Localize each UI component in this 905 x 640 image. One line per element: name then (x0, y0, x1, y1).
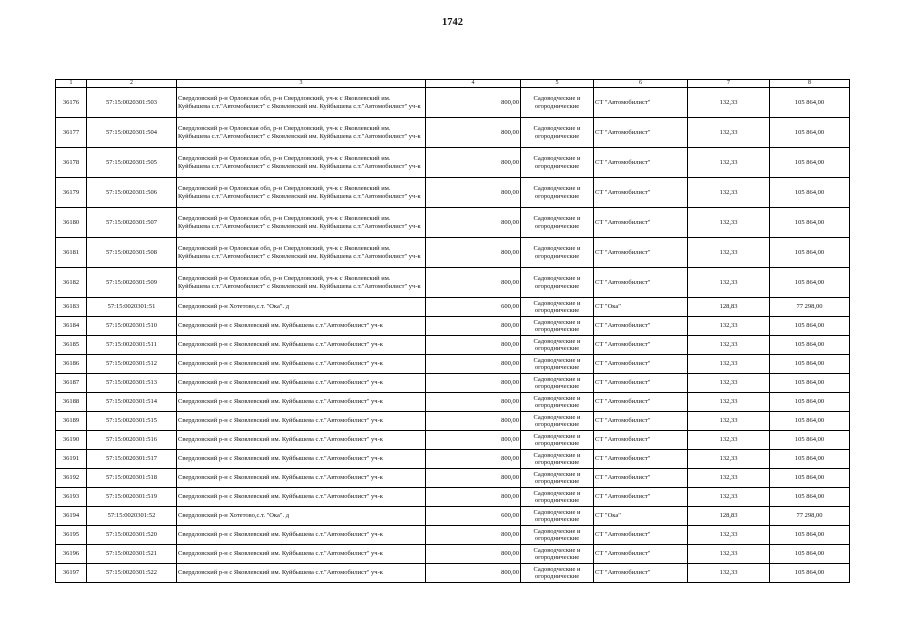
cadastral-value-cell: 105 864,00 (770, 450, 850, 469)
address-cell: Свердловский р-н Хотетово,с.т. "Ока". д (177, 298, 426, 317)
address-cell: Свердловский р-н с Яковлевский им. Куйбышева с.т."Автомобилист" уч-к (177, 431, 426, 450)
owner-name-cell: СТ "Автомобилист" (594, 488, 688, 507)
owner-name-cell: СТ "Автомобилист" (594, 148, 688, 178)
cadastral-number-cell: 57:15:0020301:505 (87, 148, 177, 178)
address-cell: Свердловский р-н с Яковлевский им. Куйбышева с.т."Автомобилист" уч-к (177, 317, 426, 336)
table-row (56, 118, 850, 148)
area-value-cell: 600,00 (426, 298, 521, 317)
cadastral-number-cell: 57:15:0020301:521 (87, 545, 177, 564)
cadastral-number-cell: 57:15:0020301:507 (87, 208, 177, 238)
area-value-cell: 800,00 (426, 317, 521, 336)
owner-name-cell: СТ "Автомобилист" (594, 178, 688, 208)
table-row (56, 148, 850, 178)
land-use-cell: Садоводческие и огороднические (521, 336, 594, 355)
table-row (56, 374, 850, 393)
table-body (56, 88, 850, 583)
specific-value-cell: 132,33 (688, 431, 770, 450)
land-use-cell: Садоводческие и огороднические (521, 88, 594, 118)
specific-value-cell: 132,33 (688, 450, 770, 469)
area-value-cell: 800,00 (426, 393, 521, 412)
land-use-cell: Садоводческие и огороднические (521, 393, 594, 412)
address-cell: Свердловский р-н с Яковлевский им. Куйбышева с.т."Автомобилист" уч-к (177, 355, 426, 374)
row-number-cell: 36185 (56, 336, 87, 355)
row-number-cell: 36181 (56, 238, 87, 268)
table-row (56, 178, 850, 208)
specific-value-cell: 132,33 (688, 148, 770, 178)
land-use-cell: Садоводческие и огороднические (521, 208, 594, 238)
row-number-cell: 36195 (56, 526, 87, 545)
area-value-cell: 800,00 (426, 412, 521, 431)
land-use-cell: Садоводческие и огороднические (521, 507, 594, 526)
address-cell: Свердловский р-н с Яковлевский им. Куйбышева с.т."Автомобилист" уч-к (177, 393, 426, 412)
cadastral-number-cell: 57:15:0020301:517 (87, 450, 177, 469)
area-value-cell: 800,00 (426, 88, 521, 118)
land-use-cell: Садоводческие и огороднические (521, 564, 594, 583)
address-cell: Свердловский р-н Хотетово,с.т. "Ока". д (177, 507, 426, 526)
cadastral-value-cell: 105 864,00 (770, 526, 850, 545)
area-value-cell: 800,00 (426, 355, 521, 374)
specific-value-cell: 132,33 (688, 412, 770, 431)
cadastral-value-cell: 105 864,00 (770, 374, 850, 393)
cadastral-value-cell: 77 298,00 (770, 298, 850, 317)
specific-value-cell: 132,33 (688, 238, 770, 268)
area-value-cell: 800,00 (426, 118, 521, 148)
row-number-cell: 36197 (56, 564, 87, 583)
row-number-cell: 36190 (56, 431, 87, 450)
owner-name-cell: СТ "Ока" (594, 507, 688, 526)
owner-name-cell: СТ "Автомобилист" (594, 355, 688, 374)
specific-value-cell: 132,33 (688, 393, 770, 412)
table-row (56, 564, 850, 583)
land-use-cell: Садоводческие и огороднические (521, 118, 594, 148)
land-use-cell: Садоводческие и огороднические (521, 488, 594, 507)
address-cell: Свердловский р-н Орловская обл, р-н Свердловский, уч-к с Яковлевский им. Куйбышева с.т."Автомобилист" с Яковлевский им. Куйбышева с.т."Автомобилист" уч-к (177, 178, 426, 208)
cadastral-number-cell: 57:15:0020301:519 (87, 488, 177, 507)
table-row (56, 507, 850, 526)
cadastral-number-cell: 57:15:0020301:518 (87, 469, 177, 488)
row-number-cell: 36189 (56, 412, 87, 431)
address-cell: Свердловский р-н Орловская обл, р-н Свердловский, уч-к с Яковлевский им. Куйбышева с.т."Автомобилист" с Яковлевский им. Куйбышева с.т."Автомобилист" уч-к (177, 238, 426, 268)
area-value-cell: 800,00 (426, 148, 521, 178)
table-row (56, 208, 850, 238)
address-cell: Свердловский р-н Орловская обл, р-н Свердловский, уч-к с Яковлевский им. Куйбышева с.т."Автомобилист" с Яковлевский им. Куйбышева с.т."Автомобилист" уч-к (177, 148, 426, 178)
land-use-cell: Садоводческие и огороднические (521, 298, 594, 317)
table-row (56, 469, 850, 488)
cadastral-number-cell: 57:15:0020301:511 (87, 336, 177, 355)
cadastral-value-cell: 105 864,00 (770, 178, 850, 208)
area-value-cell: 800,00 (426, 469, 521, 488)
specific-value-cell: 132,33 (688, 488, 770, 507)
specific-value-cell: 132,33 (688, 469, 770, 488)
cadastral-value-cell: 105 864,00 (770, 118, 850, 148)
area-value-cell: 800,00 (426, 564, 521, 583)
specific-value-cell: 132,33 (688, 317, 770, 336)
owner-name-cell: СТ "Автомобилист" (594, 469, 688, 488)
cadastral-value-cell: 105 864,00 (770, 148, 850, 178)
owner-name-cell: СТ "Ока" (594, 298, 688, 317)
land-use-cell: Садоводческие и огороднические (521, 412, 594, 431)
address-cell: Свердловский р-н Орловская обл, р-н Свердловский, уч-к с Яковлевский им. Куйбышева с.т."Автомобилист" с Яковлевский им. Куйбышева с.т."Автомобилист" уч-к (177, 118, 426, 148)
cadastral-number-cell: 57:15:0020301:520 (87, 526, 177, 545)
owner-name-cell: СТ "Автомобилист" (594, 336, 688, 355)
row-number-cell: 36179 (56, 178, 87, 208)
table-row (56, 412, 850, 431)
owner-name-cell: СТ "Автомобилист" (594, 268, 688, 298)
cadastral-value-cell: 105 864,00 (770, 88, 850, 118)
land-register-table (55, 79, 850, 583)
cadastral-number-cell: 57:15:0020301:512 (87, 355, 177, 374)
area-value-cell: 800,00 (426, 178, 521, 208)
cadastral-number-cell: 57:15:0020301:509 (87, 268, 177, 298)
owner-name-cell: СТ "Автомобилист" (594, 88, 688, 118)
address-cell: Свердловский р-н с Яковлевский им. Куйбышева с.т."Автомобилист" уч-к (177, 545, 426, 564)
land-use-cell: Садоводческие и огороднические (521, 355, 594, 374)
address-cell: Свердловский р-н с Яковлевский им. Куйбышева с.т."Автомобилист" уч-к (177, 374, 426, 393)
owner-name-cell: СТ "Автомобилист" (594, 393, 688, 412)
row-number-cell: 36182 (56, 268, 87, 298)
table-row (56, 450, 850, 469)
area-value-cell: 800,00 (426, 268, 521, 298)
land-use-cell: Садоводческие и огороднические (521, 545, 594, 564)
column-header: 3 (177, 80, 426, 88)
column-header: 4 (426, 80, 521, 88)
table-row (56, 355, 850, 374)
specific-value-cell: 132,33 (688, 208, 770, 238)
area-value-cell: 800,00 (426, 374, 521, 393)
land-use-cell: Садоводческие и огороднические (521, 526, 594, 545)
row-number-cell: 36180 (56, 208, 87, 238)
owner-name-cell: СТ "Автомобилист" (594, 545, 688, 564)
land-use-cell: Садоводческие и огороднические (521, 374, 594, 393)
specific-value-cell: 132,33 (688, 545, 770, 564)
specific-value-cell: 128,83 (688, 298, 770, 317)
row-number-cell: 36191 (56, 450, 87, 469)
cadastral-number-cell: 57:15:0020301:510 (87, 317, 177, 336)
cadastral-number-cell: 57:15:0020301:504 (87, 118, 177, 148)
row-number-cell: 36196 (56, 545, 87, 564)
header-row (56, 80, 850, 88)
address-cell: Свердловский р-н с Яковлевский им. Куйбышева с.т."Автомобилист" уч-к (177, 412, 426, 431)
row-number-cell: 36192 (56, 469, 87, 488)
cadastral-value-cell: 105 864,00 (770, 355, 850, 374)
cadastral-number-cell: 57:15:0020301:516 (87, 431, 177, 450)
owner-name-cell: СТ "Автомобилист" (594, 564, 688, 583)
address-cell: Свердловский р-н Орловская обл, р-н Свердловский, уч-к с Яковлевский им. Куйбышева с.т."Автомобилист" с Яковлевский им. Куйбышева с.т."Автомобилист" уч-к (177, 88, 426, 118)
owner-name-cell: СТ "Автомобилист" (594, 118, 688, 148)
column-header: 8 (770, 80, 850, 88)
table-row (56, 88, 850, 118)
cadastral-number-cell: 57:15:0020301:522 (87, 564, 177, 583)
land-use-cell: Садоводческие и огороднические (521, 268, 594, 298)
cadastral-number-cell: 57:15:0020301:506 (87, 178, 177, 208)
land-use-cell: Садоводческие и огороднические (521, 450, 594, 469)
owner-name-cell: СТ "Автомобилист" (594, 317, 688, 336)
cadastral-value-cell: 105 864,00 (770, 545, 850, 564)
cadastral-number-cell: 57:15:0020301:508 (87, 238, 177, 268)
column-header: 5 (521, 80, 594, 88)
owner-name-cell: СТ "Автомобилист" (594, 526, 688, 545)
area-value-cell: 600,00 (426, 507, 521, 526)
cadastral-value-cell: 105 864,00 (770, 488, 850, 507)
owner-name-cell: СТ "Автомобилист" (594, 374, 688, 393)
area-value-cell: 800,00 (426, 431, 521, 450)
cadastral-value-cell: 105 864,00 (770, 393, 850, 412)
cadastral-number-cell: 57:15:0020301:514 (87, 393, 177, 412)
cadastral-number-cell: 57:15:0020301:52 (87, 507, 177, 526)
owner-name-cell: СТ "Автомобилист" (594, 450, 688, 469)
cadastral-value-cell: 105 864,00 (770, 208, 850, 238)
address-cell: Свердловский р-н с Яковлевский им. Куйбышева с.т."Автомобилист" уч-к (177, 450, 426, 469)
row-number-cell: 36186 (56, 355, 87, 374)
specific-value-cell: 132,33 (688, 526, 770, 545)
address-cell: Свердловский р-н с Яковлевский им. Куйбышева с.т."Автомобилист" уч-к (177, 469, 426, 488)
column-header: 1 (56, 80, 87, 88)
area-value-cell: 800,00 (426, 526, 521, 545)
land-use-cell: Садоводческие и огороднические (521, 431, 594, 450)
cadastral-value-cell: 105 864,00 (770, 268, 850, 298)
row-number-cell: 36188 (56, 393, 87, 412)
specific-value-cell: 132,33 (688, 336, 770, 355)
land-use-cell: Садоводческие и огороднические (521, 178, 594, 208)
specific-value-cell: 132,33 (688, 118, 770, 148)
specific-value-cell: 132,33 (688, 374, 770, 393)
row-number-cell: 36193 (56, 488, 87, 507)
cadastral-value-cell: 105 864,00 (770, 469, 850, 488)
owner-name-cell: СТ "Автомобилист" (594, 412, 688, 431)
specific-value-cell: 132,33 (688, 268, 770, 298)
specific-value-cell: 132,33 (688, 564, 770, 583)
cadastral-value-cell: 105 864,00 (770, 238, 850, 268)
address-cell: Свердловский р-н с Яковлевский им. Куйбышева с.т."Автомобилист" уч-к (177, 488, 426, 507)
cadastral-value-cell: 77 298,00 (770, 507, 850, 526)
table-row (56, 431, 850, 450)
specific-value-cell: 132,33 (688, 88, 770, 118)
area-value-cell: 800,00 (426, 336, 521, 355)
cadastral-value-cell: 105 864,00 (770, 564, 850, 583)
specific-value-cell: 128,83 (688, 507, 770, 526)
address-cell: Свердловский р-н Орловская обл, р-н Свердловский, уч-к с Яковлевский им. Куйбышева с.т."Автомобилист" с Яковлевский им. Куйбышева с.т."Автомобилист" уч-к (177, 268, 426, 298)
cadastral-value-cell: 105 864,00 (770, 431, 850, 450)
row-number-cell: 36177 (56, 118, 87, 148)
owner-name-cell: СТ "Автомобилист" (594, 238, 688, 268)
table-row (56, 268, 850, 298)
area-value-cell: 800,00 (426, 450, 521, 469)
address-cell: Свердловский р-н с Яковлевский им. Куйбышева с.т."Автомобилист" уч-к (177, 526, 426, 545)
page-number: 1742 (442, 17, 463, 28)
area-value-cell: 800,00 (426, 238, 521, 268)
cadastral-value-cell: 105 864,00 (770, 412, 850, 431)
address-cell: Свердловский р-н с Яковлевский им. Куйбышева с.т."Автомобилист" уч-к (177, 564, 426, 583)
owner-name-cell: СТ "Автомобилист" (594, 208, 688, 238)
cadastral-number-cell: 57:15:0020301:513 (87, 374, 177, 393)
cadastral-number-cell: 57:15:0020301:503 (87, 88, 177, 118)
column-header: 2 (87, 80, 177, 88)
area-value-cell: 800,00 (426, 545, 521, 564)
specific-value-cell: 132,33 (688, 355, 770, 374)
table-row (56, 298, 850, 317)
row-number-cell: 36183 (56, 298, 87, 317)
table-row (56, 526, 850, 545)
table-row (56, 393, 850, 412)
address-cell: Свердловский р-н Орловская обл, р-н Свердловский, уч-к с Яковлевский им. Куйбышева с.т."Автомобилист" с Яковлевский им. Куйбышева с.т."Автомобилист" уч-к (177, 208, 426, 238)
table-row (56, 238, 850, 268)
land-use-cell: Садоводческие и огороднические (521, 238, 594, 268)
table-row (56, 545, 850, 564)
column-header: 7 (688, 80, 770, 88)
row-number-cell: 36176 (56, 88, 87, 118)
land-use-cell: Садоводческие и огороднические (521, 317, 594, 336)
row-number-cell: 36184 (56, 317, 87, 336)
land-use-cell: Садоводческие и огороднические (521, 148, 594, 178)
land-use-cell: Садоводческие и огороднические (521, 469, 594, 488)
row-number-cell: 36194 (56, 507, 87, 526)
owner-name-cell: СТ "Автомобилист" (594, 431, 688, 450)
table-row (56, 488, 850, 507)
row-number-cell: 36187 (56, 374, 87, 393)
row-number-cell: 36178 (56, 148, 87, 178)
address-cell: Свердловский р-н с Яковлевский им. Куйбышева с.т."Автомобилист" уч-к (177, 336, 426, 355)
specific-value-cell: 132,33 (688, 178, 770, 208)
column-header: 6 (594, 80, 688, 88)
cadastral-number-cell: 57:15:0020301:51 (87, 298, 177, 317)
table-row (56, 317, 850, 336)
cadastral-number-cell: 57:15:0020301:515 (87, 412, 177, 431)
area-value-cell: 800,00 (426, 208, 521, 238)
cadastral-value-cell: 105 864,00 (770, 336, 850, 355)
cadastral-value-cell: 105 864,00 (770, 317, 850, 336)
table-row (56, 336, 850, 355)
area-value-cell: 800,00 (426, 488, 521, 507)
